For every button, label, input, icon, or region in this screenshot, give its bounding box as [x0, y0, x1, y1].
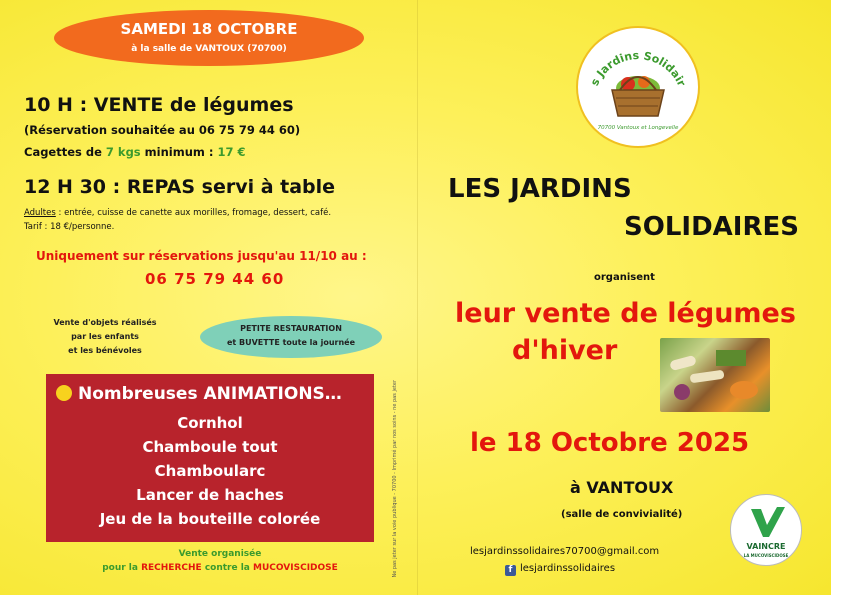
- organisee-pre: pour la: [102, 563, 142, 573]
- date-banner-title: SAMEDI 18 OCTOBRE: [120, 20, 298, 38]
- reservation-notice: Uniquement sur réservations jusqu'au 11/10 au :: [36, 249, 367, 263]
- vegetables-photo: [660, 338, 770, 412]
- organisee-line-2: [80, 563, 360, 573]
- animation-item: Jeu de la bouteille colorée: [99, 510, 321, 528]
- vente-title: 10 H : VENTE de légumes: [24, 94, 294, 116]
- restauration-line-2: et BUVETTE toute la journée: [226, 338, 356, 347]
- animations-title-text: Nombreuses ANIMATIONS…: [78, 384, 342, 404]
- animation-item: Cornhol: [177, 414, 243, 432]
- animation-item: Chamboularc: [154, 462, 266, 480]
- vente-reservation: (Réservation souhaitée au 06 75 79 44 60): [24, 123, 301, 137]
- cagettes-kg: 7 kgs: [105, 145, 141, 159]
- animation-item: Chamboule tout: [142, 438, 278, 456]
- repas-tarif: Tarif : 18 €/personne.: [24, 222, 115, 232]
- vaincre-sub: LA MUCOVISCIDOSE: [743, 553, 789, 558]
- objets-line-2: par les enfants: [71, 332, 139, 341]
- contact-email: lesjardinssolidaires70700@gmail.com: [470, 546, 660, 557]
- logo-sub-text: 70700 Vantoux et Longevelle: [597, 125, 679, 131]
- basket-logo-icon: [578, 28, 698, 146]
- vaincre-name: VAINCRE: [746, 542, 786, 551]
- adultes-text: : entrée, cuisse de canette aux morilles, fromage, dessert, café.: [55, 208, 332, 218]
- cagettes-price: 17 €: [217, 145, 246, 159]
- animation-item: Lancer de haches: [136, 486, 284, 504]
- date-banner-location: à la salle de VANTOUX (70700): [131, 44, 287, 54]
- organisee-muco: MUCOVISCIDOSE: [253, 563, 338, 573]
- jardins-solidaires-logo: [576, 26, 700, 148]
- smiley-icon: [56, 385, 72, 401]
- event-venue: (salle de convivialité): [561, 509, 683, 520]
- restauration-bubble: [200, 316, 382, 358]
- objets-note: [40, 316, 170, 358]
- organisent-text: organisent: [594, 272, 655, 283]
- legal-mention: Ne pas jeter sur la voie publique - 70700 - Imprimé par nos soins - ne pas jeter: [392, 380, 398, 578]
- event-date: le 18 Octobre 2025: [470, 428, 750, 458]
- vente-line-1: leur vente de légumes: [455, 298, 796, 329]
- cagettes-middle: minimum :: [140, 145, 218, 159]
- logo-arc-text: s Jardins Solidair: [588, 49, 689, 89]
- facebook-line: [505, 563, 615, 576]
- title-line-1: LES JARDINS: [448, 174, 632, 204]
- objets-line-1: Vente d'objets réalisés: [53, 318, 157, 327]
- organisee-recherche: RECHERCHE: [141, 563, 202, 573]
- restauration-line-1: PETITE RESTAURATION: [240, 324, 342, 333]
- fold-line: [417, 0, 418, 595]
- cagettes-prefix: Cagettes de: [24, 145, 106, 159]
- event-location: à VANTOUX: [570, 478, 674, 497]
- repas-adultes: [24, 208, 331, 218]
- cagettes-line: [24, 145, 246, 159]
- adultes-label: Adultes: [24, 208, 56, 218]
- reservation-phone: 06 75 79 44 60: [145, 270, 285, 288]
- date-banner: [54, 10, 364, 66]
- repas-title: 12 H 30 : REPAS servi à table: [24, 176, 336, 198]
- page-edge: [831, 0, 841, 595]
- organisee-line-1: Vente organisée: [178, 549, 262, 559]
- vaincre-logo: [730, 494, 802, 566]
- facebook-icon: f: [505, 565, 516, 576]
- objets-line-3: et les bénévoles: [68, 346, 142, 355]
- vegetables-image-icon: [660, 338, 770, 412]
- facebook-handle: lesjardinssolidaires: [520, 563, 616, 574]
- title-line-2: SOLIDAIRES: [624, 212, 799, 242]
- vente-line-2: d'hiver: [512, 335, 618, 366]
- vaincre-mark-icon: [731, 495, 801, 565]
- animations-title: [56, 384, 342, 404]
- organisee-mid: contre la: [201, 563, 254, 573]
